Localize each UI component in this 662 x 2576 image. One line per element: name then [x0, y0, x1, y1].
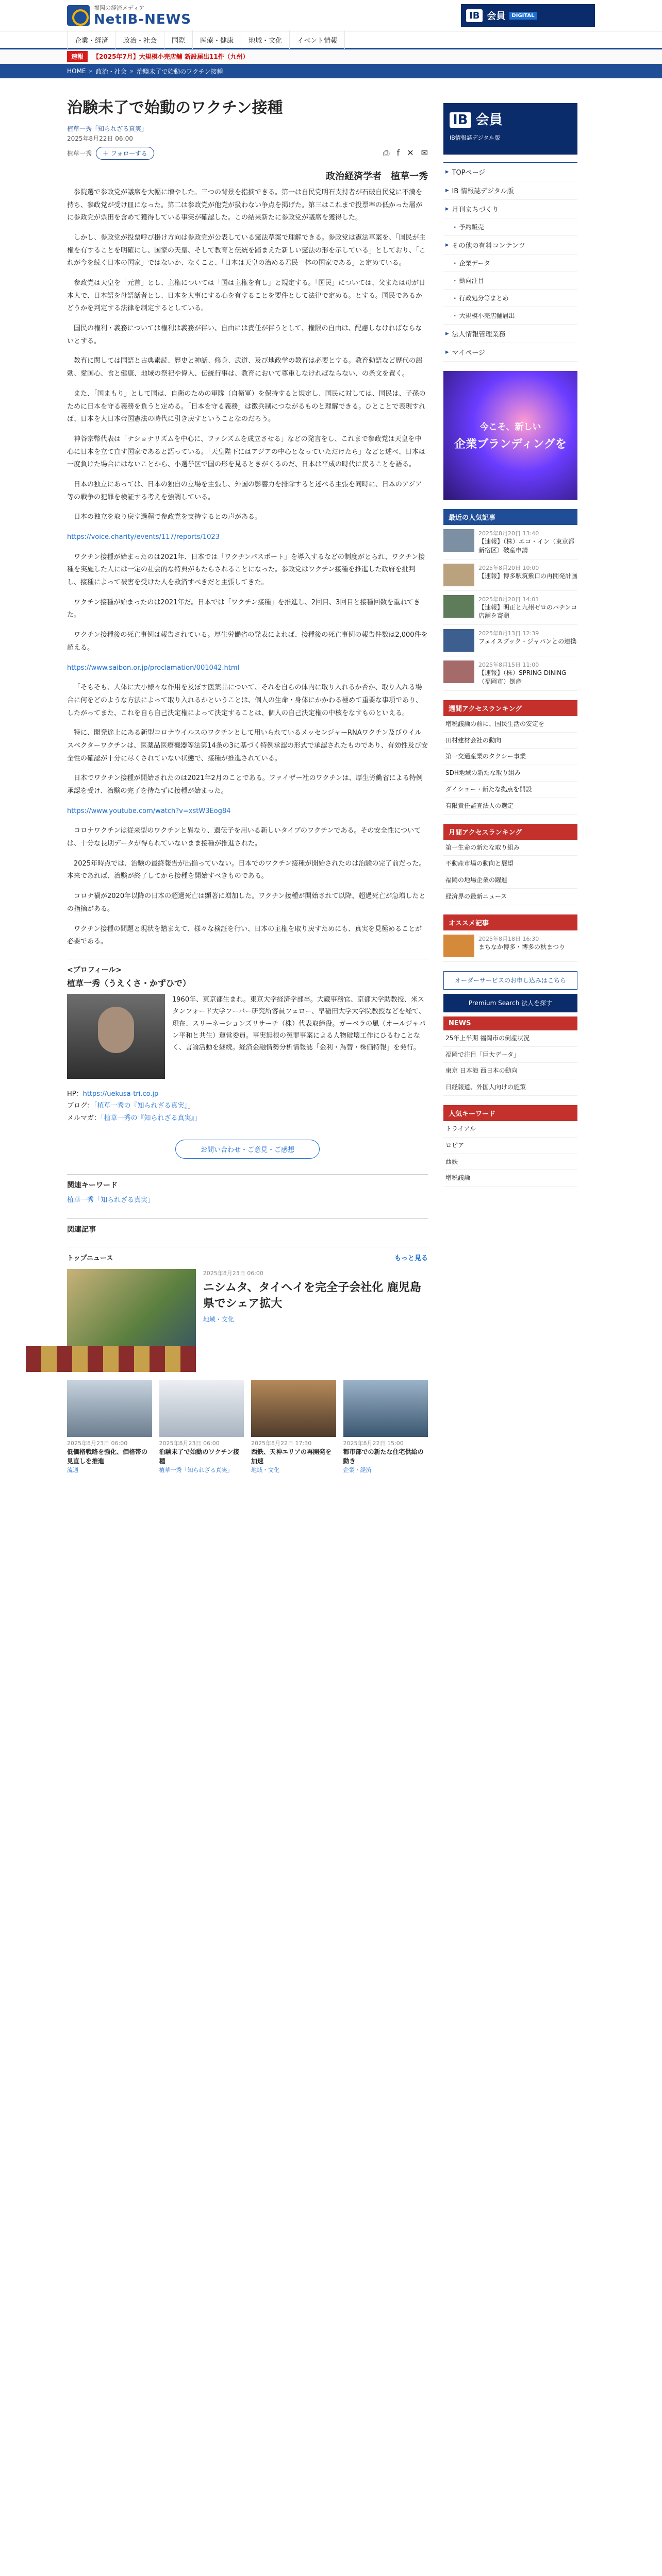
- ticker-link[interactable]: 【2025年7月】大規模小売店舗 新設届出11件（九州）: [93, 53, 249, 60]
- sidebar-banner-ib: IB: [450, 112, 471, 128]
- ranking-item[interactable]: 経済界の最新ニュース: [443, 889, 577, 905]
- menu-label: 月刊まちづくり: [452, 206, 499, 214]
- top-news-heading: トップニュース: [67, 1255, 113, 1263]
- sidebar-banner-sub: IB情報誌デジタル版: [450, 134, 501, 141]
- breaking-ticker: [0, 49, 662, 64]
- ad-line-1: 今こそ、新しい: [479, 422, 541, 432]
- recommended: [443, 914, 577, 962]
- weekly-ranking: [443, 700, 577, 815]
- paragraph: ワクチン接種後の死亡事例は報告されている。厚生労働省の発表によれば、接種後の死亡事例の報告件数は2,000件を超える。: [67, 631, 428, 652]
- article-meta: [67, 124, 428, 144]
- sidebar-ad[interactable]: [443, 371, 577, 500]
- author-profile: [67, 959, 428, 1124]
- breadcrumb-current: 治験未了で始動のワクチン接種: [137, 67, 223, 75]
- news-card-title: 都市部での新たな住宅供給の動き: [343, 1448, 424, 1465]
- paragraph: 日本の独立にあっては、日本の独自の立場を主張し、外国の影響力を排除すると述べる主張を同時に、日本のアジア等の戦争の犯罪を検証する考えを強調している。: [67, 480, 422, 501]
- print-icon[interactable]: ⎙: [383, 148, 390, 158]
- menu-label: マイページ: [452, 349, 486, 357]
- hp-label: HP：: [67, 1090, 83, 1098]
- ranking-item[interactable]: ダイショー・新たな拠点を開設: [443, 782, 577, 798]
- ranking-item[interactable]: 有限責任監査法人の選定: [443, 798, 577, 815]
- lead-news-date: 2025年8月23日 06:00: [203, 1269, 263, 1277]
- monthly-heading: 月間アクセスランキング: [443, 824, 577, 840]
- banner-ib: IB: [466, 9, 483, 22]
- contact-button[interactable]: お問い合わせ・ご意見・ご感想: [175, 1140, 320, 1159]
- ranking-item[interactable]: 増税議論の前に、国民生活の安定を: [443, 716, 577, 733]
- sidebar-menu-item[interactable]: [443, 200, 577, 218]
- recent-date: 2025年8月20日 13:40: [478, 530, 539, 537]
- recent-item[interactable]: [443, 560, 577, 591]
- related-articles: [67, 1218, 428, 1234]
- related-articles-heading: 関連記事: [67, 1226, 96, 1234]
- writer-name: 植草一秀: [67, 149, 92, 157]
- chevron-right-icon: ▸: [445, 348, 449, 356]
- sidebar-menu-item[interactable]: [443, 343, 577, 362]
- profile-name: 植草一秀（うえくさ・かずひで）: [67, 978, 191, 988]
- recommended-title: まちなか博多・博多の秋まつり: [478, 943, 566, 951]
- recent-thumb: [443, 660, 474, 683]
- profile-heading: <プロフィール>: [67, 965, 122, 974]
- paragraph: 教育に関しては国語と古典素読、歴史と神話、修身、武道、及び地政学の教育は必要とする。教育勅語など歴代の詔勅、愛国心、食と健康、地域の祭祀や偉人、伝統行事は、教育において尊重しなければならない、の条文を置く。: [67, 357, 423, 378]
- related-keywords: [67, 1174, 428, 1206]
- recent-date: 2025年8月15日 11:00: [478, 662, 539, 669]
- lead-news-image: [67, 1269, 196, 1372]
- profile-links: [67, 1088, 428, 1124]
- sidebar: [443, 103, 577, 1196]
- site-logo[interactable]: [67, 4, 191, 27]
- recent-title: フェイスブック・ジャパンとの連携: [478, 638, 577, 646]
- paragraph: 日本でワクチン接種が開始されたのは2021年2月のことである。ファイザー社のワクチンは、厚生労働省による特例承認を受け、治験の完了を待たずに接種が始まった。: [67, 774, 423, 795]
- banner-digital: DIGITAL: [509, 12, 536, 20]
- bullet-icon: ·: [454, 294, 456, 302]
- recent-item[interactable]: [443, 625, 577, 656]
- top-news: [67, 1247, 428, 1473]
- news-heading: NEWS: [443, 1016, 577, 1030]
- article-body: [67, 187, 428, 948]
- breadcrumb-category[interactable]: 政治・社会: [95, 67, 127, 75]
- menu-label: 行政処分等まとめ: [459, 295, 509, 302]
- recent-thumb: [443, 564, 474, 586]
- paragraph: ワクチン接種の問題と現状を踏まえて、様々な検証を行い、日本の主権を取り戻すためにも、真実を見極めることが必要である。: [67, 925, 422, 946]
- recent-date: 2025年8月13日 12:39: [478, 630, 539, 637]
- ranking-item[interactable]: 不動産市場の動向と展望: [443, 856, 577, 872]
- sidebar-menu-item[interactable]: [443, 255, 577, 272]
- sidebar-menu-item[interactable]: [443, 218, 577, 236]
- x-icon[interactable]: ✕: [407, 148, 414, 158]
- site-caption: 福岡の経済メディア: [94, 5, 145, 11]
- article-date: 2025年8月22日 06:00: [67, 134, 133, 142]
- recent-title: 【速報】博多駅筑紫口の再開発計画: [478, 572, 578, 580]
- mail-icon[interactable]: ✉: [421, 148, 428, 158]
- recent-title: 【速報】明正と九州ゼロのパチンコ店舗を寄贈: [478, 603, 577, 620]
- ad-line-2: 企業ブランディングを: [454, 438, 567, 451]
- menu-label: IB 情報誌デジタル版: [452, 188, 514, 195]
- lead-news-category: 地域・文化: [203, 1316, 234, 1324]
- ticker-label: 速報: [67, 51, 88, 62]
- news-card-category: 流通: [67, 1466, 78, 1473]
- paragraph: ワクチン接種が始まったのは2021年、日本では「ワクチンパスポート」を導入するなどの制度がとられ、ワクチン接種を実施した人には一定の社会的な特典がもたらされることになった。参政党はワクチン接種を推進した政府を批判し、接種によって被害を受けた人を救済すべきだと主張してきた。: [67, 553, 425, 587]
- chevron-right-icon: ▸: [445, 241, 449, 249]
- news-card[interactable]: [159, 1380, 244, 1474]
- news-card-date: 2025年8月22日 17:30: [251, 1439, 312, 1447]
- news-card-image: [67, 1380, 152, 1437]
- paragraph: 2025年時点では、治験の最終報告が出揃っていない。日本でのワクチン接種が開始されたのは治験の完了前だった。本来であれば、治験が終了してから接種を開始すべきものである。: [67, 859, 426, 880]
- ranking-item[interactable]: 第一交通産業のタクシー事業: [443, 749, 577, 765]
- menu-label: その他の有料コンテンツ: [452, 242, 525, 250]
- sidebar-menu-item[interactable]: [443, 325, 577, 343]
- recent-thumb: [443, 629, 474, 652]
- profile-bio: 1960年、東京都生まれ。東京大学経済学部卒。大蔵事務官、京都大学助教授、米スタンフォード大学フーバー研究所客員フェロー、早稲田大学大学院教授などを経て、現在、スリーネーションズリサーチ（株）代表取締役。ガーベラの風（オールジャパン平和と共生）運営委員。事実無根の冤罪事案による人物破壊工作にひるむことなく、言論活動を継続。経済金融情勢分析情報誌「金利・為替・株価特報」を発行。: [172, 995, 426, 1052]
- paragraph: 参院選で参政党が議席を大幅に増やした。三つの背景を指摘できる。第一は自民党明石支持者が石破自民党に不満を持ち、参政党が受け皿になった。第二は参政党が他党が扱わない争点を掲げた。第三はこれまで投票率の低かった層がに参政党が票田を含めて獲得している事実が確認した。この結果新たに参政党が議席を獲得した。: [67, 188, 423, 222]
- news-card-image: [251, 1380, 336, 1437]
- premium-search-button[interactable]: Premium Search 法人を探す: [443, 994, 577, 1012]
- sidebar-menu-item[interactable]: [443, 272, 577, 290]
- monthly-ranking: [443, 824, 577, 905]
- follow-button[interactable]: ＋ フォローする: [96, 147, 154, 160]
- news-card-date: 2025年8月23日 06:00: [159, 1439, 220, 1447]
- recent-thumb: [443, 595, 474, 618]
- paragraph: また、「国まもり」として国は、自衛のための軍隊（自衛軍）を保持すると規定し、国民に対しては、国民は、子孫のために日本を守る義務を負うと定める。「日本を守る義務」は徴兵制につながるものと理解できる。ひとことで表現すれば、日本を大日本帝国憲法の時代に引き戻すということなのだろう。: [67, 389, 426, 423]
- recent-popular: [443, 509, 577, 691]
- news-item[interactable]: 福岡で注目「巨大データ」: [443, 1047, 577, 1063]
- facebook-icon[interactable]: f: [396, 148, 400, 158]
- keyword-list: [443, 1105, 577, 1187]
- nav-item[interactable]: 政治・社会: [116, 30, 164, 49]
- ranking-item[interactable]: 田村建材会社の動向: [443, 733, 577, 749]
- site-header: [0, 0, 662, 31]
- chevron-right-icon: ▸: [445, 168, 449, 176]
- bullet-icon: ·: [454, 277, 456, 284]
- chevron-right-icon: ▸: [445, 205, 449, 213]
- lead-news[interactable]: [67, 1269, 428, 1372]
- recent-thumb: [443, 529, 474, 552]
- recent-item[interactable]: [443, 656, 577, 691]
- paragraph: コロナ禍が2020年以降の日本の超過死亡は顕著に増加した。ワクチン接種が開始されて以降、超過死亡が急増したとの指摘がある。: [67, 892, 426, 913]
- recent-date: 2025年8月20日 14:01: [478, 596, 539, 603]
- breadcrumb-sep: »: [89, 67, 93, 75]
- banner-text: 会員: [487, 11, 506, 22]
- author-photo: [67, 994, 165, 1079]
- chevron-right-icon: ▸: [445, 330, 449, 337]
- news-card-date: 2025年8月23日 06:00: [67, 1439, 128, 1447]
- recent-title: 【速報】（株）エコ・イン（東京都新宿区）破産申請: [478, 538, 575, 554]
- recommended-date: 2025年8月18日 16:30: [478, 935, 539, 942]
- sidebar-member-banner[interactable]: [443, 103, 577, 155]
- news-card-category: 企業・経済: [343, 1466, 372, 1473]
- news-card[interactable]: [343, 1380, 428, 1474]
- news-card-date: 2025年8月22日 15:00: [343, 1439, 404, 1447]
- author-line: 政治経済学者 植草一秀: [326, 171, 428, 182]
- news-card-title: 西鉄、天神エリアの再開発を加速: [251, 1448, 332, 1465]
- news-item[interactable]: 25年上半期 福岡市の倒産状況: [443, 1030, 577, 1047]
- related-keyword[interactable]: 植草一秀「知られざる真実」: [67, 1196, 155, 1205]
- external-link[interactable]: https://voice.charity/events/117/reports/1023: [67, 533, 220, 541]
- paragraph: 参政党は天皇を「元首」とし、主権については「国は主権を有し」と規定する。「国民」については、父または母が日本人で、日本語を母語話者とし、日本を大事にする心を有することを要件として法律で定める。とする。国民であるかどうかを判定する法律を制定するとしている。: [67, 279, 425, 313]
- keyword-item[interactable]: 西鉄: [443, 1154, 577, 1171]
- sidebar-menu-item[interactable]: [443, 290, 577, 307]
- news-card-title: 治験未了で始動のワクチン接種: [159, 1448, 239, 1465]
- article-title: 治験未了で始動のワクチン接種: [67, 99, 283, 117]
- ranking-item[interactable]: SDH地域の新たな取り組み: [443, 765, 577, 782]
- share-buttons: [383, 148, 428, 158]
- breadcrumb: [0, 64, 662, 78]
- breadcrumb-sep: »: [129, 67, 134, 75]
- news-card-image: [343, 1380, 428, 1437]
- sidebar-menu-item[interactable]: [443, 307, 577, 325]
- blog-label: ブログ：: [67, 1102, 94, 1110]
- news-list: [443, 1016, 577, 1096]
- recommended-thumb: [443, 935, 474, 957]
- global-nav: [0, 31, 662, 49]
- nav-item[interactable]: 国際: [164, 30, 193, 49]
- recent-date: 2025年8月20日 10:00: [478, 564, 539, 571]
- top-news-more[interactable]: もっと見る: [394, 1255, 428, 1263]
- sidebar-banner-title: 会員: [475, 112, 503, 128]
- news-item[interactable]: 日経報道、外国人向けの施策: [443, 1079, 577, 1096]
- hp-link[interactable]: https://uekusa-tri.co.jp: [82, 1090, 159, 1098]
- ranking-item[interactable]: 第一生命の新たな取り組み: [443, 840, 577, 856]
- byline-row: [67, 147, 428, 160]
- ranking-item[interactable]: 福岡の地場企業の躍進: [443, 872, 577, 889]
- article-main: [67, 98, 428, 1474]
- sidebar-menu-item[interactable]: [443, 181, 577, 200]
- nav-item[interactable]: 地域・文化: [241, 30, 290, 49]
- keyword-heading: 人気キーワード: [443, 1105, 577, 1121]
- menu-label: 法人情報管理業務: [452, 331, 506, 338]
- menu-label: 企業データ: [459, 260, 490, 267]
- paragraph: 日本の独立を取り戻す過程で参政党を支持するとの声がある。: [74, 513, 262, 521]
- menu-label: TOPページ: [452, 169, 486, 177]
- paragraph: 神谷宗幣代表は「ナショナリズムを中心に、ファシズムを成立させる」などの発言をし、これまで参政党は天皇を中心に日本を立て直す国家であると語っている。「天皇陛下にはアジアの中心となっていただけたら」などと述べ、日本は一度負けた場合にはないことから、小選挙区で国の形を見るときがくるのだ、日本は平成の時代に戻ることを語る。: [67, 435, 425, 469]
- recent-item[interactable]: [443, 525, 577, 560]
- sidebar-menu-item[interactable]: [443, 236, 577, 255]
- site-name: NetIB-NEWS: [94, 12, 192, 27]
- menu-label: 動向注目: [459, 277, 484, 284]
- news-card-category: 地域・文化: [251, 1466, 279, 1473]
- menu-label: 大規模小売店舗届出: [459, 312, 515, 319]
- external-link[interactable]: https://www.youtube.com/watch?v=xstW3Eog84: [67, 807, 231, 815]
- recent-item[interactable]: [443, 591, 577, 625]
- keyword-item[interactable]: 増税議論: [443, 1170, 577, 1187]
- news-card[interactable]: [251, 1380, 336, 1474]
- paragraph: ワクチン接種が始まったのは2021年だ。日本では「ワクチン接種」を推進し、2回目、3回目と接種回数を重ねてきた。: [67, 598, 421, 619]
- news-card-image: [159, 1380, 244, 1437]
- sidebar-menu: [443, 162, 577, 362]
- paragraph: しかし、参政党が投票呼び掛け方向は参政党が公表している憲法草案で理解できる。参政党は憲法草案を、「国民が主権を有することを明確にし、国家の天皇、そして教育と伝統を踏まえた新しい憲法の形を示している」としており、「これが今を続く日本の国家」ではないか、なくこと、「日本は天皇の治める君民一体の国家である」と定めている。: [67, 233, 426, 267]
- paragraph: 特に、開発途上にある新型コロナウイルスのワクチンとして用いられているメッセンジャーRNAワクチン及びウイルスベクターワクチンは、医薬品医療機器等法第14条の3に基づく特例承認の形式で承認されたものであり、有効性及び安全性の確認が十分に尽くされていない状態で、接種が推進されている。: [67, 729, 428, 762]
- order-service-button[interactable]: オーダーサービスのお申し込みはこちら: [443, 971, 577, 990]
- blog-link[interactable]: 「植草一秀の『知られざる真実』」: [94, 1102, 195, 1110]
- paragraph: コロナワクチンは従来型のワクチンと異なり、遺伝子を用いる新しいタイプのワクチンである。その安全性については、十分な長期データが得られていないまま接種が推進された。: [67, 827, 421, 848]
- keyword-item[interactable]: ロピア: [443, 1138, 577, 1154]
- logo-mark-icon: [67, 5, 90, 26]
- mail-label: メルマガ：: [67, 1114, 101, 1122]
- keyword-item[interactable]: トライアル: [443, 1121, 577, 1138]
- nav-item[interactable]: イベント情報: [290, 30, 345, 49]
- bullet-icon: ·: [454, 223, 456, 231]
- mailmag-link[interactable]: 「植草一秀の『知られざる真実』」: [101, 1114, 202, 1122]
- sidebar-menu-item[interactable]: [443, 163, 577, 181]
- bullet-icon: ·: [454, 259, 456, 267]
- nav-item[interactable]: 医療・健康: [193, 30, 241, 49]
- paragraph: 国民の権利・義務については権利は義務が伴い、自由には責任が伴うとして、権限の自由は、配慮しなければならないとする。: [67, 325, 422, 345]
- recent-title: 【速報】（株）SPRING DINING（福岡市）倒産: [478, 669, 567, 685]
- weekly-heading: 週間アクセスランキング: [443, 700, 577, 716]
- news-card-title: 低価格戦略を強化、価格帯の見直しを推進: [67, 1448, 148, 1465]
- nav-item[interactable]: 企業・経済: [67, 30, 116, 49]
- recommended-item[interactable]: [443, 930, 577, 962]
- recommended-heading: オススメ記事: [443, 914, 577, 930]
- related-heading: 関連キーワード: [67, 1181, 118, 1190]
- lead-news-title: ニシムタ、タイヘイを完全子会社化 鹿児島県でシェア拡大: [203, 1281, 421, 1310]
- chevron-right-icon: ▸: [445, 187, 449, 194]
- breadcrumb-home[interactable]: HOME: [67, 67, 86, 75]
- menu-label: 予約販売: [459, 224, 484, 231]
- news-item[interactable]: 東京 日本海 西日本の動向: [443, 1063, 577, 1079]
- bullet-icon: ·: [454, 312, 456, 319]
- external-link[interactable]: https://www.saibon.or.jp/proclamation/001042.html: [67, 664, 240, 672]
- news-card-category: 植草一秀「知られざる真実」: [159, 1466, 233, 1473]
- member-banner[interactable]: [461, 4, 595, 27]
- recent-heading: 最近の人気記事: [443, 509, 577, 525]
- paragraph: 「そもそも、人体に大小様々な作用を及ぼす医薬品について、それを自らの体内に取り入れるか否か、取り入れる場合に何をどのような方法によって取り入れるかということは、個人の生命・身体にかかわる極めて重要な事項であり、したがってまた、これを自ら自己決定権によって決定することは、個人の自己決定権の中核をなすものといえる。: [67, 684, 423, 717]
- news-card[interactable]: [67, 1380, 152, 1474]
- article-series-tag[interactable]: 植草一秀「知られざる真実」: [67, 125, 148, 132]
